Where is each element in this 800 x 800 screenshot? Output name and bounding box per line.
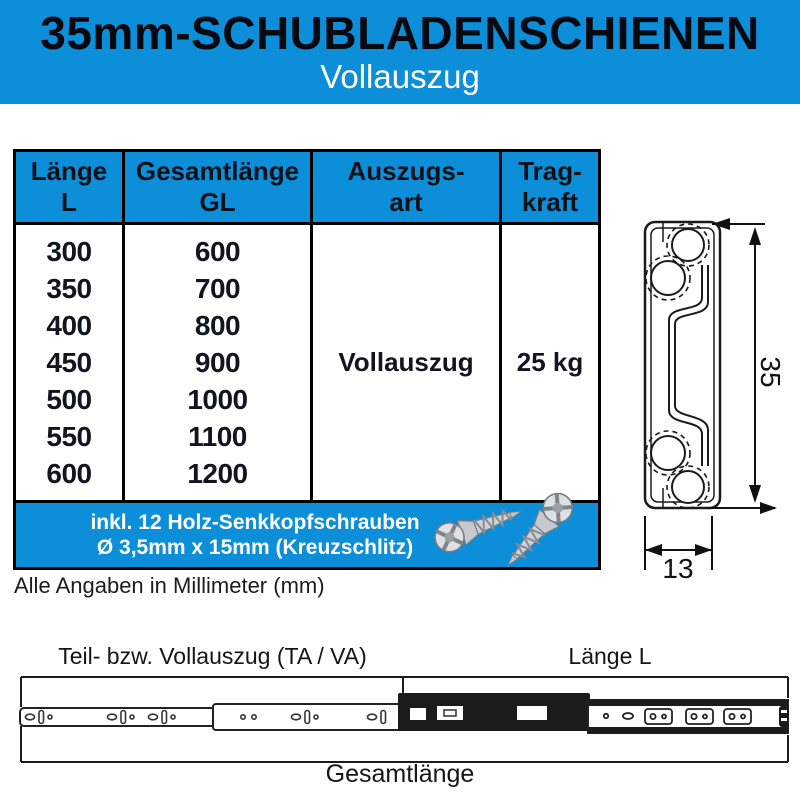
included-screws-line1: inkl. 12 Holz-Senkkopfschrauben xyxy=(90,511,420,534)
extension-type-label: Teil- bzw. Vollauszug (TA / VA) xyxy=(58,643,367,669)
units-note: Alle Angaben in Millimeter (mm) xyxy=(14,573,325,598)
header-banner xyxy=(0,0,800,104)
column-laenge-values xyxy=(16,225,125,500)
table-cell: 600 xyxy=(46,457,92,489)
total-length-label: Gesamtlänge xyxy=(325,760,475,788)
table-cell: 1100 xyxy=(188,420,247,452)
included-screws-line2: Ø 3,5mm x 15mm (Kreuzschlitz) xyxy=(96,536,414,559)
col-header-tragkraft xyxy=(502,152,598,225)
table-cell: 1000 xyxy=(187,383,248,415)
dimension-width-label: 13 xyxy=(662,553,694,584)
column-gesamtlaenge-values xyxy=(125,225,313,500)
table-cell: 900 xyxy=(194,346,241,378)
table-cell: 550 xyxy=(46,420,92,452)
col-header-laenge xyxy=(16,152,125,225)
cell-tragkraft: 25 kg xyxy=(516,347,584,377)
col-header-gesamtlaenge-line1: Gesamtlänge xyxy=(135,156,300,187)
col-header-gesamtlaenge xyxy=(125,152,313,225)
col-header-laenge-line2: L xyxy=(61,187,77,217)
table-cell: 700 xyxy=(194,272,241,304)
page-title: 35mm-SCHUBLADENSCHIENEN xyxy=(40,6,760,59)
col-header-laenge-line1: Länge xyxy=(30,156,108,187)
table-cell: 600 xyxy=(194,235,241,267)
col-header-auszugsart-line1: Auszugs- xyxy=(347,156,465,187)
page-subtitle: Vollauszug xyxy=(320,58,480,95)
table-cell: 800 xyxy=(194,309,241,341)
col-header-auszugsart xyxy=(313,152,502,225)
col-header-tragkraft-line1: Trag- xyxy=(518,156,582,187)
col-header-gesamtlaenge-line2: GL xyxy=(199,187,236,217)
table-cell: 400 xyxy=(46,309,92,341)
table-cell: 350 xyxy=(46,272,92,304)
table-cell: 500 xyxy=(46,383,92,415)
cell-auszugsart: Vollauszug xyxy=(313,225,502,500)
table-cell: 1200 xyxy=(187,457,248,489)
screws-icon xyxy=(405,468,615,585)
col-header-tragkraft-line2: kraft xyxy=(521,187,579,217)
spec-table xyxy=(13,149,601,503)
col-header-auszugsart-line2: art xyxy=(389,187,423,217)
length-l-label: Länge L xyxy=(568,643,652,669)
dimension-height-label: 35 xyxy=(755,356,786,388)
table-cell: 450 xyxy=(46,346,92,378)
table-cell: 300 xyxy=(46,235,92,267)
